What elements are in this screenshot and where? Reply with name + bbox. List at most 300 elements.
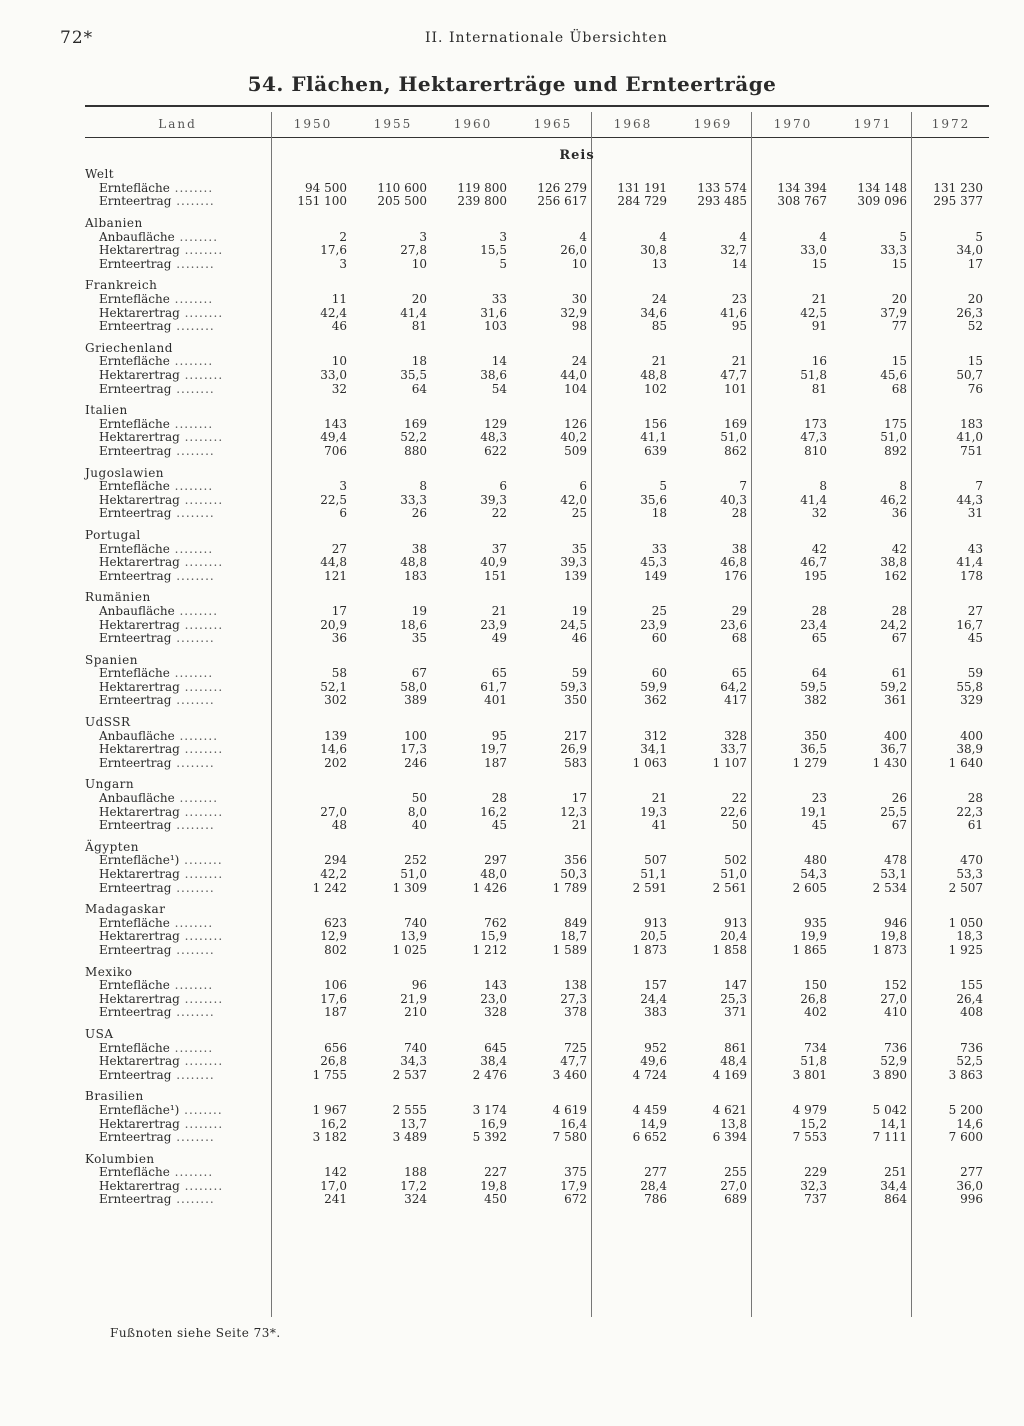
value-cell: 24,5 xyxy=(560,617,587,632)
row-label-cell xyxy=(85,881,273,895)
row-spacer xyxy=(85,1082,989,1090)
row-label-cell xyxy=(85,1180,273,1194)
value-cell: 60 xyxy=(651,666,667,681)
table-row xyxy=(85,979,989,993)
value-cell: 308 767 xyxy=(777,194,827,209)
value-cell: 239 800 xyxy=(457,194,507,209)
value-cell: 51,1 xyxy=(640,867,667,882)
row-label-cell xyxy=(85,195,273,209)
value-cell: 810 xyxy=(804,443,827,458)
value-cell: 52,9 xyxy=(880,1054,907,1069)
value-cell: 252 xyxy=(404,853,427,868)
value-cell: 2 555 xyxy=(392,1102,427,1117)
country-name: Griechenland xyxy=(85,340,173,355)
table-row xyxy=(85,944,989,958)
value-cell: 21 xyxy=(491,603,507,618)
row-label: Hektarertrag xyxy=(99,804,180,819)
value-cell: 16,2 xyxy=(480,804,507,819)
row-label-cell xyxy=(85,244,273,258)
row-label: Ernteertrag xyxy=(99,319,172,334)
value-cell: 15 xyxy=(891,354,907,369)
value-cell: 41,4 xyxy=(956,555,984,570)
leader-dots: ........ xyxy=(179,867,224,882)
table-row xyxy=(85,569,989,583)
value-cell: 26,8 xyxy=(320,1054,347,1069)
header-year: 1971 xyxy=(853,117,893,131)
country-row xyxy=(85,466,989,480)
value-cell: 410 xyxy=(884,1005,907,1020)
table-row xyxy=(85,743,989,757)
spacer-cell xyxy=(85,1020,989,1028)
value-cell: 1 050 xyxy=(948,915,984,930)
value-cell: 8 xyxy=(419,479,427,494)
value-cell: 59,2 xyxy=(880,679,907,694)
row-label: Hektarertrag xyxy=(99,243,180,258)
value-cell: 737 xyxy=(804,1192,827,1207)
value-cell: 7 600 xyxy=(948,1130,984,1145)
value-cell: 46 xyxy=(331,319,347,334)
value-cell: 13,9 xyxy=(400,929,427,944)
row-spacer xyxy=(85,1020,989,1028)
value-cell: 382 xyxy=(804,693,827,708)
country-row xyxy=(85,279,989,293)
value-cell: 7 xyxy=(975,479,984,494)
leader-dots: ........ xyxy=(179,804,224,819)
country-name: Spanien xyxy=(85,652,138,667)
row-label-cell xyxy=(85,1068,273,1082)
country-row xyxy=(85,342,989,356)
row-spacer xyxy=(85,334,989,342)
value-cell: 1 873 xyxy=(872,942,907,957)
value-cell: 169 xyxy=(724,416,747,431)
value-cell: 26,9 xyxy=(560,742,587,757)
value-cell: 864 xyxy=(884,1192,907,1207)
value-cell: 21 xyxy=(571,818,587,833)
value-cell: 251 xyxy=(884,1165,907,1180)
value-cell: 23,9 xyxy=(640,617,667,632)
value-cell: 14,6 xyxy=(956,1116,984,1131)
value-cell: 33,3 xyxy=(400,492,427,507)
value-cell: 1 865 xyxy=(792,942,827,957)
table-row xyxy=(85,917,989,931)
value-cell: 4 619 xyxy=(552,1102,587,1117)
header-top-rule xyxy=(85,105,989,107)
value-cell: 53,1 xyxy=(880,867,907,882)
row-label-cell xyxy=(85,992,273,1006)
value-cell: 149 xyxy=(644,568,667,583)
value-cell: 5 xyxy=(499,256,507,271)
value-cell: 13 xyxy=(651,256,667,271)
value-cell: 32 xyxy=(331,381,347,396)
row-label: Ernteertrag xyxy=(99,631,172,646)
value-cell: 246 xyxy=(404,755,427,770)
row-label-cell xyxy=(85,729,273,743)
value-cell: 375 xyxy=(564,1165,587,1180)
row-label-cell xyxy=(85,1055,273,1069)
value-cell: 51,0 xyxy=(720,867,747,882)
table-row xyxy=(85,230,989,244)
value-cell: 256 617 xyxy=(537,194,587,209)
value-cell: 38 xyxy=(731,541,747,556)
value-cell: 6 xyxy=(499,479,507,494)
value-cell: 371 xyxy=(724,1005,747,1020)
value-cell: 183 xyxy=(960,416,984,431)
value-cell: 740 xyxy=(404,1040,427,1055)
value-cell: 27 xyxy=(331,541,347,556)
value-cell: 139 xyxy=(564,568,587,583)
header-land: Land xyxy=(158,117,197,131)
data-table xyxy=(85,168,989,1207)
row-label-cell xyxy=(85,1193,273,1207)
row-label: Hektarertrag xyxy=(99,1116,180,1131)
row-spacer xyxy=(85,396,989,404)
value-cell: 417 xyxy=(724,693,747,708)
value-cell: 101 xyxy=(724,381,747,396)
value-cell: 1 107 xyxy=(712,755,747,770)
value-cell: 19 xyxy=(411,603,427,618)
value-cell: 36,0 xyxy=(956,1178,984,1193)
row-label: Hektarertrag xyxy=(99,929,180,944)
value-cell: 7 111 xyxy=(872,1130,907,1145)
value-cell: 27,8 xyxy=(400,243,427,258)
leader-dots: ........ xyxy=(169,479,214,494)
spacer-cell xyxy=(85,708,989,716)
value-cell: 48,8 xyxy=(640,368,667,383)
value-cell: 52,2 xyxy=(400,430,427,445)
value-cell: 880 xyxy=(404,443,427,458)
value-cell: 33,7 xyxy=(720,742,747,757)
row-label: Hektarertrag xyxy=(99,867,180,882)
value-cell: 14,9 xyxy=(640,1116,667,1131)
value-cell: 1 279 xyxy=(792,755,827,770)
leader-dots: ........ xyxy=(171,755,215,770)
value-cell: 350 xyxy=(564,693,587,708)
value-cell: 6 652 xyxy=(632,1130,667,1145)
value-cell: 10 xyxy=(411,256,427,271)
value-cell: 5 042 xyxy=(872,1102,907,1117)
country-name: Ungarn xyxy=(85,777,135,792)
row-label-cell xyxy=(85,382,273,396)
value-cell: 50,7 xyxy=(956,368,984,383)
value-cell: 31,6 xyxy=(480,305,507,320)
value-cell: 2 476 xyxy=(472,1067,507,1082)
row-label-cell xyxy=(85,258,273,272)
leader-dots: ........ xyxy=(179,679,224,694)
value-cell: 26,8 xyxy=(800,991,827,1006)
row-label-cell xyxy=(85,493,273,507)
value-cell: 37 xyxy=(491,541,507,556)
value-cell: 19,7 xyxy=(480,742,507,757)
row-spacer xyxy=(85,583,989,591)
value-cell: 126 xyxy=(564,416,587,431)
value-cell: 19,3 xyxy=(640,804,667,819)
table-row xyxy=(85,1117,989,1131)
value-cell: 76 xyxy=(967,381,984,396)
table-row xyxy=(85,244,989,258)
row-spacer xyxy=(85,957,989,965)
value-cell: 13,7 xyxy=(400,1116,427,1131)
table-row xyxy=(85,1068,989,1082)
value-cell: 42,4 xyxy=(320,305,347,320)
value-cell: 17,0 xyxy=(320,1178,347,1193)
leader-dots: ........ xyxy=(171,443,215,458)
country-name: Madagaskar xyxy=(85,902,166,917)
value-cell: 2 537 xyxy=(392,1067,427,1082)
value-cell: 15 xyxy=(811,256,827,271)
value-cell: 946 xyxy=(884,915,907,930)
value-cell: 350 xyxy=(804,728,827,743)
value-cell: 16 xyxy=(811,354,827,369)
value-cell: 187 xyxy=(324,1005,347,1020)
row-label: Erntefläche xyxy=(99,1040,170,1055)
value-cell: 470 xyxy=(960,853,984,868)
row-label: Hektarertrag xyxy=(99,305,180,320)
row-label: Hektarertrag xyxy=(99,991,180,1006)
spacer-cell xyxy=(85,334,989,342)
table-row xyxy=(85,992,989,1006)
value-cell: 61 xyxy=(967,818,984,833)
value-cell: 36 xyxy=(331,631,347,646)
table-row xyxy=(85,1055,989,1069)
value-cell: 400 xyxy=(960,728,984,743)
value-cell: 23 xyxy=(811,791,827,806)
row-label: Erntefläche¹) xyxy=(99,1102,180,1117)
table-row xyxy=(85,258,989,272)
value-cell: 98 xyxy=(571,319,587,334)
table-row xyxy=(85,306,989,320)
value-cell: 183 xyxy=(404,568,427,583)
value-cell: 61 xyxy=(891,666,907,681)
table-row xyxy=(85,542,989,556)
value-cell: 104 xyxy=(564,381,587,396)
value-cell: 152 xyxy=(884,978,907,993)
row-label-cell xyxy=(85,1166,273,1180)
value-cell: 91 xyxy=(811,319,827,334)
country-row xyxy=(85,778,989,792)
leader-dots: ........ xyxy=(169,292,214,307)
table-title: 54. Flächen, Hektarerträge und Ernteerträge xyxy=(247,72,777,96)
value-cell: 131 191 xyxy=(617,180,667,195)
leader-dots: ........ xyxy=(169,1040,214,1055)
value-cell: 35 xyxy=(571,541,587,556)
value-cell: 1 309 xyxy=(392,880,427,895)
value-cell: 229 xyxy=(804,1165,827,1180)
header-year: 1968 xyxy=(613,117,653,131)
value-cell: 8 xyxy=(819,479,827,494)
value-cell: 44,8 xyxy=(320,555,347,570)
value-cell: 26,4 xyxy=(956,991,984,1006)
country-row xyxy=(85,529,989,543)
value-cell: 1 589 xyxy=(552,942,587,957)
value-cell: 6 394 xyxy=(712,1130,747,1145)
value-cell: 1 640 xyxy=(948,755,984,770)
value-cell: 27,0 xyxy=(880,991,907,1006)
value-cell: 147 xyxy=(724,978,747,993)
value-cell: 40,9 xyxy=(480,555,507,570)
table-row xyxy=(85,667,989,681)
page-number: 72* xyxy=(60,28,94,48)
value-cell: 34,6 xyxy=(640,305,667,320)
value-cell: 736 xyxy=(960,1040,984,1055)
row-label-cell xyxy=(85,431,273,445)
table-row xyxy=(85,1180,989,1194)
value-cell: 59 xyxy=(571,666,587,681)
row-label: Erntefläche xyxy=(99,1165,170,1180)
value-cell: 502 xyxy=(724,853,747,868)
country-row xyxy=(85,1090,989,1104)
row-label: Hektarertrag xyxy=(99,492,180,507)
row-label-cell xyxy=(85,930,273,944)
value-cell: 35 xyxy=(411,631,427,646)
value-cell: 1 858 xyxy=(712,942,747,957)
value-cell: 913 xyxy=(644,915,667,930)
value-cell: 952 xyxy=(644,1040,667,1055)
value-cell: 5 xyxy=(975,229,984,244)
row-label-cell xyxy=(85,743,273,757)
table-row xyxy=(85,605,989,619)
value-cell: 10 xyxy=(571,256,587,271)
header-year: 1955 xyxy=(373,117,413,131)
value-cell: 20 xyxy=(891,292,907,307)
value-cell: 21 xyxy=(651,791,667,806)
value-cell: 49,4 xyxy=(320,430,347,445)
value-cell: 913 xyxy=(724,915,747,930)
row-spacer xyxy=(85,833,989,841)
value-cell: 28 xyxy=(491,791,507,806)
country-row xyxy=(85,653,989,667)
value-cell: 58 xyxy=(331,666,347,681)
country-name: Rumänien xyxy=(85,590,151,605)
row-label-cell xyxy=(85,480,273,494)
value-cell: 22 xyxy=(491,506,507,521)
value-cell: 309 096 xyxy=(857,194,907,209)
country-name: UdSSR xyxy=(85,715,131,730)
value-cell: 27,0 xyxy=(720,1178,747,1193)
leader-dots: ........ xyxy=(171,942,215,957)
country-name: Italien xyxy=(85,403,128,418)
value-cell: 5 200 xyxy=(948,1102,984,1117)
value-cell: 38,9 xyxy=(956,742,984,757)
table-row xyxy=(85,493,989,507)
value-cell: 26 xyxy=(891,791,907,806)
row-spacer xyxy=(85,1144,989,1152)
leader-dots: ........ xyxy=(171,818,215,833)
leader-dots: ........ xyxy=(171,1005,215,1020)
row-label: Anbaufläche xyxy=(99,728,175,743)
table-header xyxy=(85,112,989,136)
row-label: Ernteertrag xyxy=(99,942,172,957)
value-cell: 21 xyxy=(811,292,827,307)
spacer-cell xyxy=(85,458,989,466)
row-label: Erntefläche xyxy=(99,292,170,307)
table-row xyxy=(85,632,989,646)
country-name: USA xyxy=(85,1026,114,1041)
value-cell: 34,3 xyxy=(400,1054,427,1069)
value-cell: 4 xyxy=(659,229,667,244)
value-cell: 4 xyxy=(739,229,747,244)
row-label: Hektarertrag xyxy=(99,617,180,632)
row-label-cell xyxy=(85,369,273,383)
value-cell: 19 xyxy=(571,603,587,618)
value-cell: 52,5 xyxy=(956,1054,984,1069)
value-cell: 8,0 xyxy=(407,804,427,819)
leader-dots: ........ xyxy=(169,416,214,431)
value-cell: 622 xyxy=(484,443,507,458)
value-cell: 178 xyxy=(960,568,984,583)
value-cell: 507 xyxy=(644,853,667,868)
country-name: Kolumbien xyxy=(85,1151,155,1166)
value-cell: 1 967 xyxy=(312,1102,347,1117)
value-cell: 20,5 xyxy=(640,929,667,944)
value-cell: 119 800 xyxy=(457,180,507,195)
spacer-cell xyxy=(85,396,989,404)
value-cell: 15 xyxy=(891,256,907,271)
value-cell: 12,3 xyxy=(560,804,587,819)
value-cell: 1 925 xyxy=(948,942,984,957)
value-cell: 450 xyxy=(484,1192,507,1207)
value-cell: 2 507 xyxy=(948,880,984,895)
value-cell: 44,0 xyxy=(560,368,587,383)
value-cell: 19,1 xyxy=(800,804,827,819)
value-cell: 48,0 xyxy=(480,867,507,882)
value-cell: 95 xyxy=(491,728,507,743)
section-label: Reis xyxy=(559,148,595,163)
value-cell: 42,5 xyxy=(800,305,827,320)
value-cell: 480 xyxy=(804,853,827,868)
value-cell: 11 xyxy=(331,292,347,307)
value-cell: 19,8 xyxy=(880,929,907,944)
value-cell: 17 xyxy=(331,603,347,618)
table-row xyxy=(85,369,989,383)
value-cell: 33,3 xyxy=(880,243,907,258)
header-year: 1960 xyxy=(453,117,493,131)
row-label-cell xyxy=(85,293,273,307)
leader-dots: ........ xyxy=(171,693,215,708)
row-label-cell xyxy=(85,1041,273,1055)
row-label-cell xyxy=(85,854,273,868)
value-cell: 849 xyxy=(564,915,587,930)
row-label-cell xyxy=(85,757,273,771)
table-row xyxy=(85,195,989,209)
country-name: Welt xyxy=(85,167,115,182)
leader-dots: ........ xyxy=(179,368,224,383)
leader-dots: ........ xyxy=(169,180,214,195)
value-cell: 361 xyxy=(884,693,907,708)
header-bottom-rule xyxy=(85,137,989,138)
value-cell: 68 xyxy=(731,631,747,646)
country-row xyxy=(85,716,989,730)
value-cell: 16,7 xyxy=(956,617,984,632)
value-cell: 187 xyxy=(484,755,507,770)
table-row xyxy=(85,729,989,743)
value-cell: 3 801 xyxy=(792,1067,827,1082)
value-cell: 751 xyxy=(960,443,984,458)
value-cell: 4 621 xyxy=(712,1102,747,1117)
header-year: 1972 xyxy=(931,117,971,131)
table-row xyxy=(85,293,989,307)
row-label-cell xyxy=(85,694,273,708)
value-cell: 110 600 xyxy=(377,180,427,195)
value-cell: 786 xyxy=(644,1192,667,1207)
value-cell: 173 xyxy=(804,416,827,431)
value-cell: 15,9 xyxy=(480,929,507,944)
table-row xyxy=(85,556,989,570)
value-cell: 18 xyxy=(651,506,667,521)
value-cell: 3 863 xyxy=(948,1067,984,1082)
spacer-cell xyxy=(85,271,989,279)
value-cell: 21 xyxy=(731,354,747,369)
value-cell: 15 xyxy=(967,354,984,369)
